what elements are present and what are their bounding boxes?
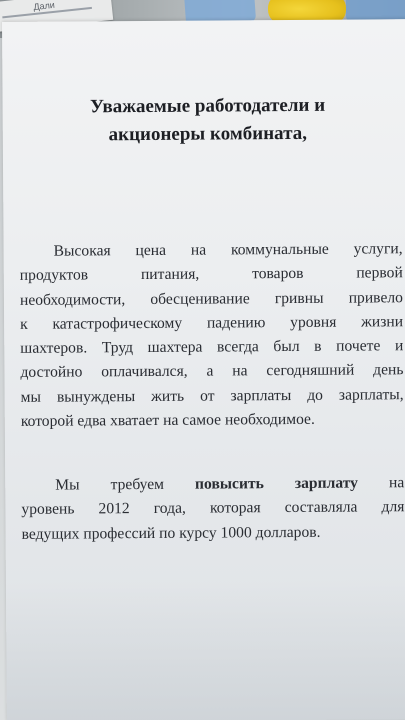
heading-line-1: Уважаемые работодатели и xyxy=(89,94,326,118)
paragraph-line: мы вынуждены жить от зарплаты до зарплаты, xyxy=(20,385,404,406)
paragraph-line: уровень 2012 года, которая составляла для xyxy=(21,498,405,519)
scrap-text: Дали xyxy=(32,0,56,12)
paragraph-line: необходимости, обесценивание гривны привело xyxy=(19,288,403,309)
lighting-shade xyxy=(6,579,405,720)
paragraph-line: Высокая цена на коммунальные услуги, xyxy=(53,240,403,260)
paragraph-line: ведущих профессий по курсу 1000 долларов. xyxy=(21,523,321,543)
paragraph-line: шахтеров. Труд шахтера всегда был в почете и xyxy=(20,337,404,358)
paragraph-line: которой едва хватает на самое необходимое. xyxy=(20,410,315,430)
letter-heading xyxy=(23,91,393,150)
demand-text-start: Мы требуем xyxy=(55,475,196,494)
demand-text-end: на xyxy=(357,474,405,492)
demand-first-line xyxy=(21,471,404,498)
paragraph-demand xyxy=(21,471,404,547)
paragraph-line: продуктов питания, товаров первой xyxy=(19,264,403,285)
paragraph-complaint xyxy=(20,237,404,434)
paper-sheet xyxy=(2,19,405,720)
paragraph-line: достойно оплачивался, а на сегодняшний день xyxy=(20,361,404,382)
demand-bold-text: повысить зарплату xyxy=(194,474,359,493)
heading-line-2: акционеры комбината, xyxy=(108,122,308,146)
paragraph-line: к катастрофическому падению уровня жизни xyxy=(20,313,404,333)
